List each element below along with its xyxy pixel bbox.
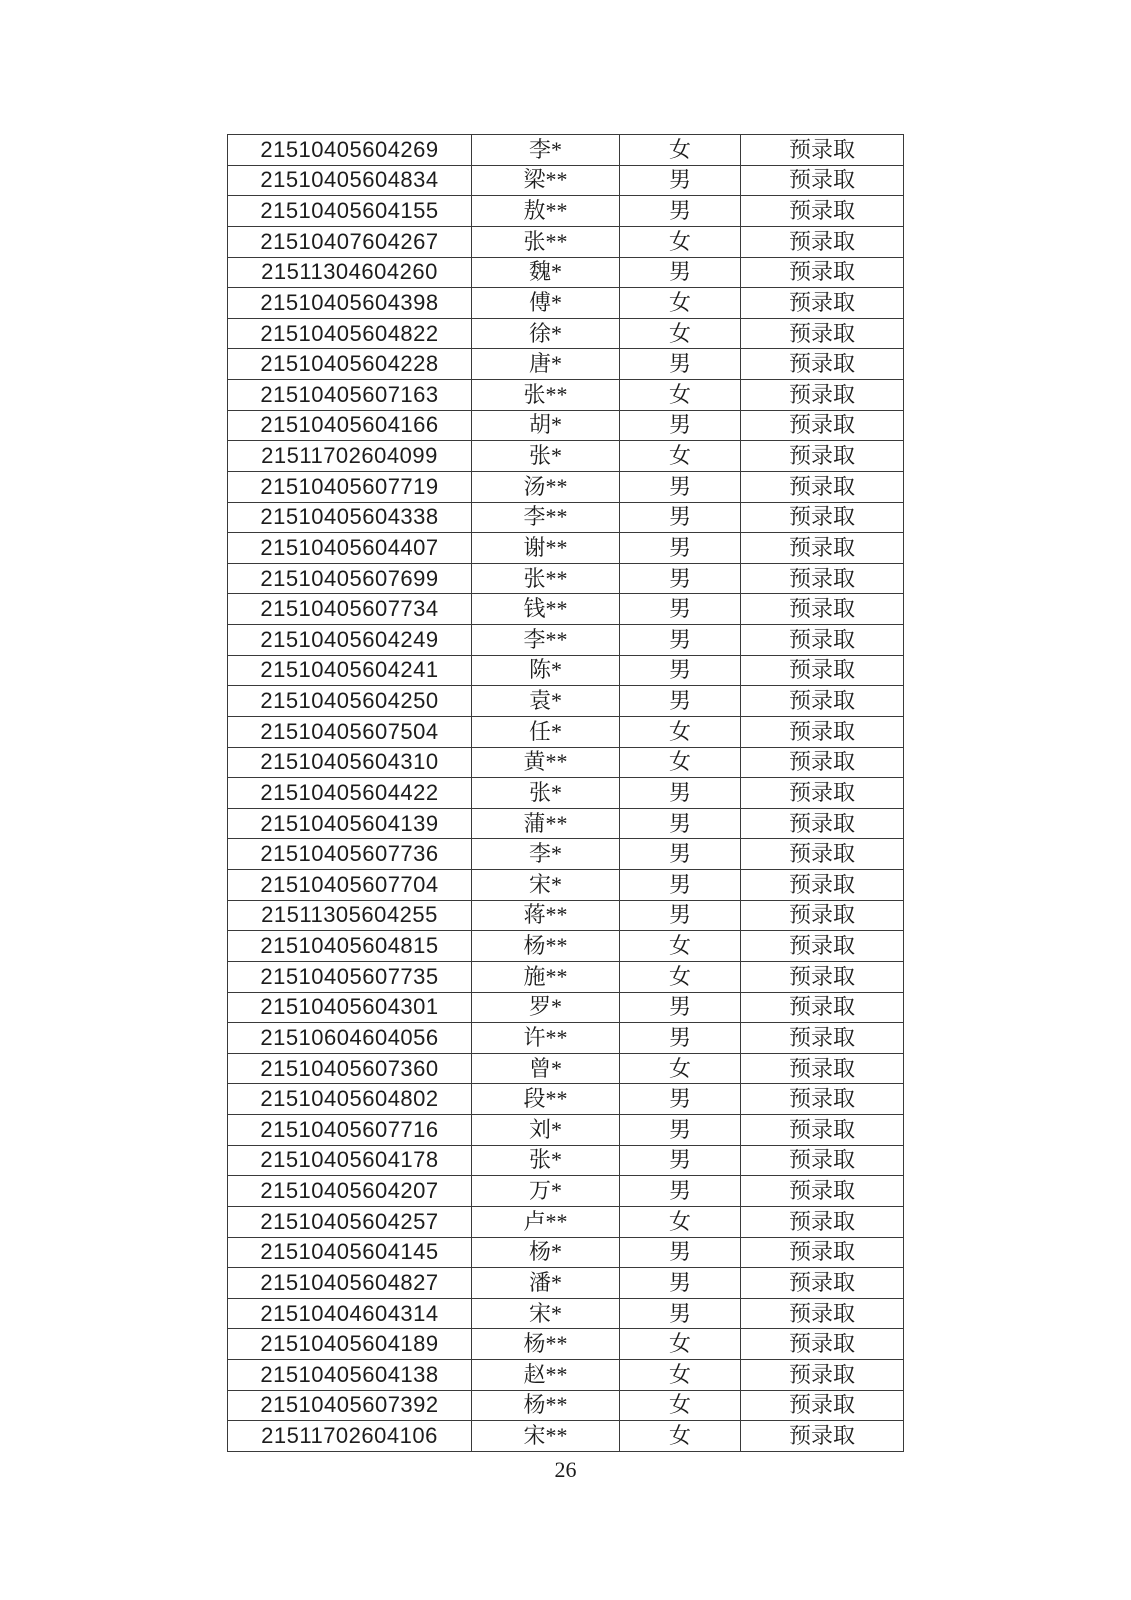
candidate-gender-cell: 女	[620, 1053, 741, 1084]
table-row	[228, 1298, 904, 1329]
candidate-id-cell: 21510407604267	[228, 226, 472, 257]
candidate-name-cell: 杨**	[472, 1329, 620, 1360]
candidate-gender-cell: 男	[620, 1268, 741, 1299]
candidate-gender-cell: 男	[620, 808, 741, 839]
table-row	[228, 839, 904, 870]
table-row	[228, 441, 904, 472]
admission-status-cell: 预录取	[741, 1298, 904, 1329]
candidate-id-cell: 21511304604260	[228, 257, 472, 288]
candidate-id-cell: 21510405604178	[228, 1145, 472, 1176]
table-row	[228, 655, 904, 686]
candidate-gender-cell: 男	[620, 992, 741, 1023]
table-row	[228, 135, 904, 166]
table-row	[228, 1084, 904, 1115]
candidate-name-cell: 李*	[472, 135, 620, 166]
candidate-id-cell: 21511702604106	[228, 1421, 472, 1452]
candidate-name-cell: 傅*	[472, 288, 620, 319]
candidate-name-cell: 唐*	[472, 349, 620, 380]
candidate-gender-cell: 男	[620, 655, 741, 686]
admission-status-cell: 预录取	[741, 655, 904, 686]
candidate-id-cell: 21510405604301	[228, 992, 472, 1023]
table-row	[228, 716, 904, 747]
admission-status-cell: 预录取	[741, 135, 904, 166]
candidate-id-cell: 21510405604407	[228, 533, 472, 564]
candidate-name-cell: 张*	[472, 1145, 620, 1176]
candidate-id-cell: 21510405604155	[228, 196, 472, 227]
admission-status-cell: 预录取	[741, 563, 904, 594]
admission-status-cell: 预录取	[741, 1145, 904, 1176]
table-row	[228, 961, 904, 992]
table-row	[228, 226, 904, 257]
candidate-gender-cell: 女	[620, 1206, 741, 1237]
candidate-name-cell: 宋**	[472, 1421, 620, 1452]
table-row	[228, 1206, 904, 1237]
candidate-id-cell: 21510405604257	[228, 1206, 472, 1237]
table-body	[228, 135, 904, 1452]
candidate-name-cell: 任*	[472, 716, 620, 747]
admission-status-cell: 预录取	[741, 1360, 904, 1391]
table-row	[228, 410, 904, 441]
candidate-gender-cell: 男	[620, 1237, 741, 1268]
candidate-gender-cell: 女	[620, 747, 741, 778]
candidate-name-cell: 袁*	[472, 686, 620, 717]
candidate-name-cell: 张**	[472, 380, 620, 411]
table-row	[228, 870, 904, 901]
candidate-id-cell: 21510405607392	[228, 1390, 472, 1421]
candidate-name-cell: 敖**	[472, 196, 620, 227]
admission-status-cell: 预录取	[741, 931, 904, 962]
candidate-name-cell: 许**	[472, 1023, 620, 1054]
candidate-id-cell: 21510405604822	[228, 318, 472, 349]
table-row	[228, 318, 904, 349]
table-row	[228, 563, 904, 594]
candidate-name-cell: 李**	[472, 625, 620, 656]
admission-status-cell: 预录取	[741, 257, 904, 288]
candidate-gender-cell: 女	[620, 1360, 741, 1391]
candidate-id-cell: 21510405604338	[228, 502, 472, 533]
table-row	[228, 1023, 904, 1054]
table-row	[228, 778, 904, 809]
candidate-id-cell: 21510405604145	[228, 1237, 472, 1268]
candidate-gender-cell: 男	[620, 625, 741, 656]
admission-status-cell: 预录取	[741, 900, 904, 931]
table-row	[228, 992, 904, 1023]
candidate-id-cell: 21510405604250	[228, 686, 472, 717]
candidate-name-cell: 段**	[472, 1084, 620, 1115]
candidate-gender-cell: 男	[620, 563, 741, 594]
candidate-gender-cell: 男	[620, 870, 741, 901]
table-row	[228, 1115, 904, 1146]
admission-status-cell: 预录取	[741, 594, 904, 625]
admission-status-cell: 预录取	[741, 1390, 904, 1421]
candidate-name-cell: 潘*	[472, 1268, 620, 1299]
candidate-id-cell: 21510405604166	[228, 410, 472, 441]
candidate-gender-cell: 男	[620, 349, 741, 380]
admission-status-cell: 预录取	[741, 1023, 904, 1054]
admission-status-cell: 预录取	[741, 1206, 904, 1237]
candidate-gender-cell: 女	[620, 1390, 741, 1421]
candidate-name-cell: 杨**	[472, 1390, 620, 1421]
admission-status-cell: 预录取	[741, 808, 904, 839]
admission-status-cell: 预录取	[741, 686, 904, 717]
candidate-gender-cell: 男	[620, 257, 741, 288]
candidate-gender-cell: 女	[620, 318, 741, 349]
admission-status-cell: 预录取	[741, 410, 904, 441]
table-row	[228, 625, 904, 656]
candidate-gender-cell: 男	[620, 1023, 741, 1054]
table-row	[228, 1237, 904, 1268]
admission-status-cell: 预录取	[741, 1176, 904, 1207]
candidate-name-cell: 胡*	[472, 410, 620, 441]
table-row	[228, 900, 904, 931]
candidate-id-cell: 21510405604228	[228, 349, 472, 380]
candidate-id-cell: 21510405607734	[228, 594, 472, 625]
table-row	[228, 1176, 904, 1207]
table-row	[228, 1053, 904, 1084]
table-row	[228, 1268, 904, 1299]
candidate-gender-cell: 女	[620, 931, 741, 962]
candidate-name-cell: 陈*	[472, 655, 620, 686]
admission-status-cell: 预录取	[741, 625, 904, 656]
candidate-id-cell: 21510405607736	[228, 839, 472, 870]
candidate-name-cell: 徐*	[472, 318, 620, 349]
candidate-gender-cell: 男	[620, 1298, 741, 1329]
candidate-name-cell: 施**	[472, 961, 620, 992]
candidate-gender-cell: 女	[620, 1329, 741, 1360]
candidate-id-cell: 21511702604099	[228, 441, 472, 472]
candidate-id-cell: 21510405607360	[228, 1053, 472, 1084]
admission-status-cell: 预录取	[741, 716, 904, 747]
candidate-id-cell: 21510405604310	[228, 747, 472, 778]
candidate-id-cell: 21510404604314	[228, 1298, 472, 1329]
table-row	[228, 288, 904, 319]
candidate-gender-cell: 男	[620, 165, 741, 196]
candidate-gender-cell: 男	[620, 839, 741, 870]
candidate-gender-cell: 男	[620, 1115, 741, 1146]
table-row	[228, 165, 904, 196]
admission-status-cell: 预录取	[741, 1084, 904, 1115]
candidate-gender-cell: 女	[620, 226, 741, 257]
admission-status-cell: 预录取	[741, 288, 904, 319]
admission-status-cell: 预录取	[741, 1237, 904, 1268]
candidate-gender-cell: 女	[620, 135, 741, 166]
candidate-gender-cell: 男	[620, 196, 741, 227]
candidate-gender-cell: 男	[620, 533, 741, 564]
candidate-name-cell: 张*	[472, 441, 620, 472]
candidate-name-cell: 黄**	[472, 747, 620, 778]
admission-status-cell: 预录取	[741, 471, 904, 502]
table-row	[228, 1360, 904, 1391]
candidate-id-cell: 21510405604138	[228, 1360, 472, 1391]
candidate-gender-cell: 男	[620, 1176, 741, 1207]
table-row	[228, 1390, 904, 1421]
admission-status-cell: 预录取	[741, 992, 904, 1023]
page-number: 26	[554, 1457, 577, 1482]
candidate-gender-cell: 男	[620, 471, 741, 502]
admission-status-cell: 预录取	[741, 196, 904, 227]
candidate-gender-cell: 男	[620, 1145, 741, 1176]
candidate-name-cell: 钱**	[472, 594, 620, 625]
table-row	[228, 1421, 904, 1452]
candidate-id-cell: 21510405604241	[228, 655, 472, 686]
candidate-name-cell: 谢**	[472, 533, 620, 564]
candidate-name-cell: 梁**	[472, 165, 620, 196]
candidate-gender-cell: 男	[620, 900, 741, 931]
table-row	[228, 808, 904, 839]
table-row	[228, 931, 904, 962]
admission-status-cell: 预录取	[741, 1329, 904, 1360]
candidate-name-cell: 蒲**	[472, 808, 620, 839]
candidate-id-cell: 21510405604269	[228, 135, 472, 166]
candidate-gender-cell: 女	[620, 441, 741, 472]
admission-status-cell: 预录取	[741, 1268, 904, 1299]
candidate-id-cell: 21510405607504	[228, 716, 472, 747]
admission-status-cell: 预录取	[741, 380, 904, 411]
candidate-name-cell: 魏*	[472, 257, 620, 288]
candidate-id-cell: 21510405604827	[228, 1268, 472, 1299]
candidate-gender-cell: 女	[620, 716, 741, 747]
candidate-name-cell: 汤**	[472, 471, 620, 502]
candidate-id-cell: 21510405607163	[228, 380, 472, 411]
candidate-id-cell: 21510405604249	[228, 625, 472, 656]
candidate-gender-cell: 男	[620, 594, 741, 625]
candidate-name-cell: 罗*	[472, 992, 620, 1023]
admission-status-cell: 预录取	[741, 441, 904, 472]
candidate-id-cell: 21510405604398	[228, 288, 472, 319]
table-row	[228, 471, 904, 502]
table-row	[228, 257, 904, 288]
candidate-id-cell: 21511305604255	[228, 900, 472, 931]
table-row	[228, 196, 904, 227]
admission-status-cell: 预录取	[741, 533, 904, 564]
candidate-gender-cell: 男	[620, 410, 741, 441]
candidate-gender-cell: 女	[620, 380, 741, 411]
admission-status-cell: 预录取	[741, 502, 904, 533]
candidate-name-cell: 张**	[472, 563, 620, 594]
table-row	[228, 747, 904, 778]
candidate-gender-cell: 男	[620, 686, 741, 717]
candidate-id-cell: 21510405607716	[228, 1115, 472, 1146]
candidate-name-cell: 李**	[472, 502, 620, 533]
candidate-id-cell: 21510405607704	[228, 870, 472, 901]
admission-status-cell: 预录取	[741, 747, 904, 778]
admission-status-cell: 预录取	[741, 870, 904, 901]
candidate-name-cell: 张*	[472, 778, 620, 809]
candidate-id-cell: 21510405604189	[228, 1329, 472, 1360]
candidate-id-cell: 21510405604139	[228, 808, 472, 839]
candidate-name-cell: 宋*	[472, 870, 620, 901]
candidate-id-cell: 21510405604422	[228, 778, 472, 809]
table-row	[228, 1329, 904, 1360]
admission-status-cell: 预录取	[741, 961, 904, 992]
table-row	[228, 594, 904, 625]
candidate-gender-cell: 男	[620, 502, 741, 533]
candidate-name-cell: 杨*	[472, 1237, 620, 1268]
admission-status-cell: 预录取	[741, 839, 904, 870]
table-row	[228, 380, 904, 411]
admission-status-cell: 预录取	[741, 1421, 904, 1452]
admission-list-table	[227, 134, 904, 1452]
candidate-name-cell: 李*	[472, 839, 620, 870]
candidate-name-cell: 宋*	[472, 1298, 620, 1329]
admission-status-cell: 预录取	[741, 349, 904, 380]
candidate-id-cell: 21510405607699	[228, 563, 472, 594]
candidate-name-cell: 蒋**	[472, 900, 620, 931]
candidate-id-cell: 21510405604815	[228, 931, 472, 962]
candidate-id-cell: 21510405607719	[228, 471, 472, 502]
candidate-id-cell: 21510405604802	[228, 1084, 472, 1115]
candidate-gender-cell: 男	[620, 778, 741, 809]
candidate-id-cell: 21510405604834	[228, 165, 472, 196]
table-row	[228, 686, 904, 717]
candidate-name-cell: 曾*	[472, 1053, 620, 1084]
candidate-name-cell: 赵**	[472, 1360, 620, 1391]
candidate-id-cell: 21510405604207	[228, 1176, 472, 1207]
admission-status-cell: 预录取	[741, 226, 904, 257]
candidate-gender-cell: 男	[620, 1084, 741, 1115]
candidate-gender-cell: 女	[620, 961, 741, 992]
admission-status-cell: 预录取	[741, 1053, 904, 1084]
table-row	[228, 349, 904, 380]
candidate-id-cell: 21510604604056	[228, 1023, 472, 1054]
table-row	[228, 1145, 904, 1176]
candidate-name-cell: 万*	[472, 1176, 620, 1207]
candidate-name-cell: 张**	[472, 226, 620, 257]
admission-status-cell: 预录取	[741, 1115, 904, 1146]
admission-status-cell: 预录取	[741, 778, 904, 809]
candidate-gender-cell: 女	[620, 288, 741, 319]
table-row	[228, 533, 904, 564]
admission-status-cell: 预录取	[741, 165, 904, 196]
table-row	[228, 502, 904, 533]
candidate-id-cell: 21510405607735	[228, 961, 472, 992]
candidate-name-cell: 杨**	[472, 931, 620, 962]
admission-status-cell: 预录取	[741, 318, 904, 349]
candidate-gender-cell: 女	[620, 1421, 741, 1452]
candidate-name-cell: 刘*	[472, 1115, 620, 1146]
candidate-name-cell: 卢**	[472, 1206, 620, 1237]
